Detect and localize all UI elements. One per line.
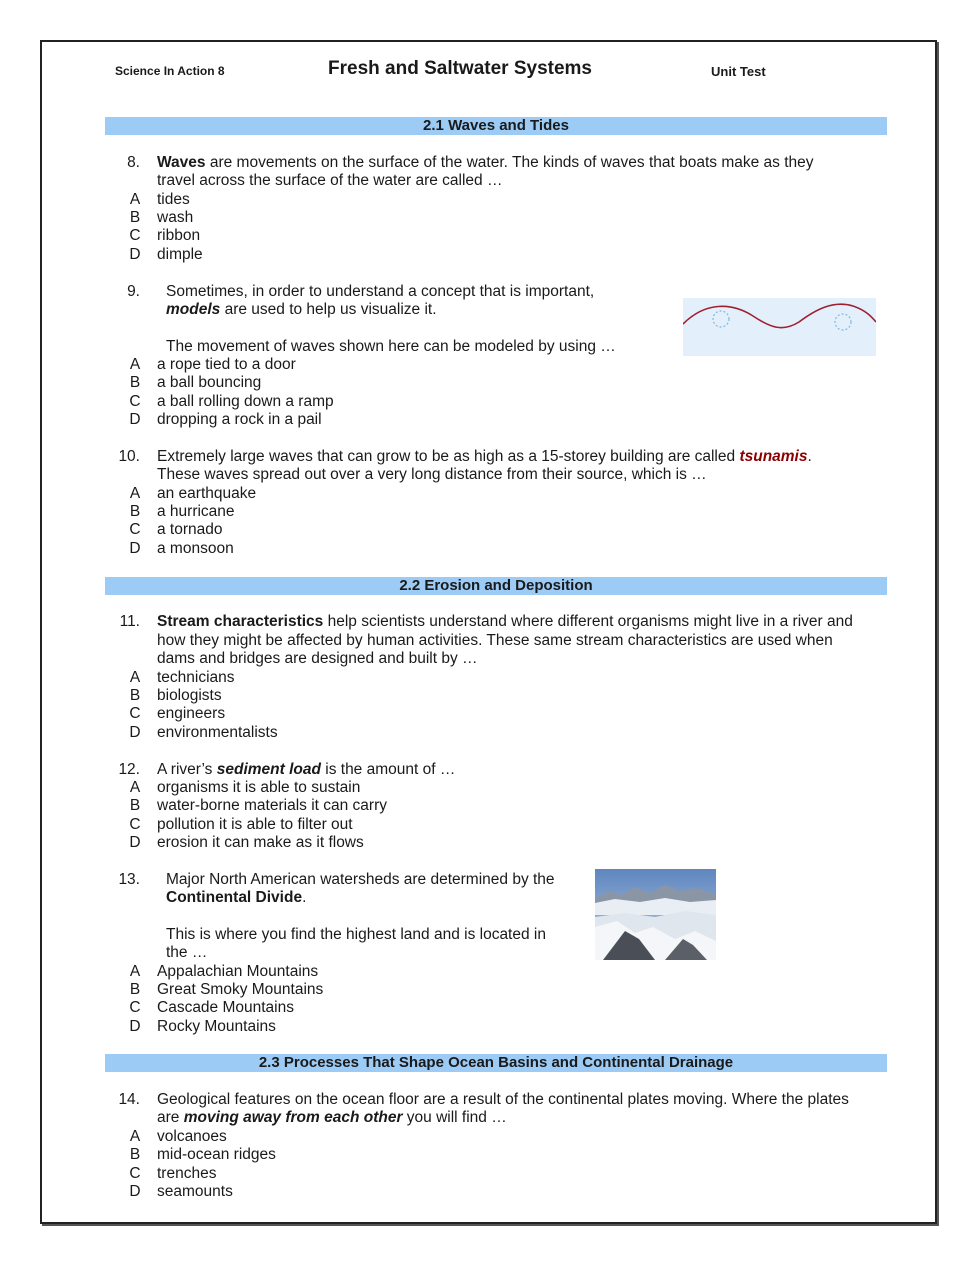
answer-option: Rocky Mountains — [157, 1018, 276, 1035]
question-text: Sometimes, in order to understand a concept that is important, — [166, 283, 595, 300]
option-letter: B — [129, 797, 141, 814]
answer-option: pollution it is able to filter out — [157, 816, 353, 833]
question-text: This is where you find the highest land and is located in — [166, 926, 546, 943]
key-term: tsunamis — [739, 448, 808, 465]
question-number: 12. — [118, 761, 140, 778]
question-number: 11. — [119, 613, 140, 630]
answer-option: a ball rolling down a ramp — [157, 393, 334, 410]
key-term: Stream characteristics — [157, 613, 324, 630]
key-term: Waves — [157, 154, 206, 171]
test-label: Unit Test — [711, 64, 766, 79]
question-text: Stream characteristics help scientists understand where different organisms might live in a river and — [157, 613, 853, 630]
option-letter: D — [129, 1018, 141, 1035]
question-text: Geological features on the ocean floor are a result of the continental plates moving. Where the plates — [157, 1091, 849, 1108]
option-letter: D — [129, 1183, 141, 1200]
answer-option: mid-ocean ridges — [157, 1146, 276, 1163]
answer-option: environmentalists — [157, 724, 278, 741]
answer-option: Great Smoky Mountains — [157, 981, 324, 998]
option-letter: A — [129, 485, 141, 502]
question-text: Major North American watersheds are determined by the — [166, 871, 555, 888]
answer-option: seamounts — [157, 1183, 233, 1200]
option-letter: C — [129, 227, 141, 244]
answer-option: Appalachian Mountains — [157, 963, 319, 980]
option-letter: B — [129, 687, 141, 704]
option-letter: C — [129, 1165, 141, 1182]
answer-option: wash — [157, 209, 194, 226]
question-number: 14. — [118, 1091, 140, 1108]
option-letter: D — [129, 724, 141, 741]
key-term: Continental Divide — [166, 889, 303, 906]
question-text: A river’s sediment load is the amount of … — [157, 761, 456, 778]
option-letter: B — [129, 374, 141, 391]
answer-option: organisms it is able to sustain — [157, 779, 361, 796]
answer-option: volcanoes — [157, 1128, 227, 1145]
question-text: the … — [166, 944, 208, 961]
answer-option: trenches — [157, 1165, 217, 1182]
option-letter: C — [129, 705, 141, 722]
question-text: Continental Divide. — [166, 889, 307, 906]
question-number: 13. — [118, 871, 140, 888]
option-letter: C — [129, 393, 141, 410]
answer-option: dimple — [157, 246, 203, 263]
answer-option: tides — [157, 191, 190, 208]
answer-option: an earthquake — [157, 485, 257, 502]
key-term: models — [166, 301, 221, 318]
option-letter: A — [129, 1128, 141, 1145]
answer-option: a tornado — [157, 521, 223, 538]
question-text: travel across the surface of the water are called … — [157, 172, 503, 189]
question-text: models are used to help us visualize it. — [166, 301, 437, 318]
option-letter: C — [129, 999, 141, 1016]
answer-option: a ball bouncing — [157, 374, 262, 391]
question-text: are moving away from each other you will find … — [157, 1109, 507, 1126]
wave-diagram — [683, 298, 876, 356]
option-letter: B — [129, 209, 141, 226]
question-text: Extremely large waves that can grow to be as high as a 15-storey building are called tsunamis. — [157, 448, 812, 465]
option-letter: D — [129, 411, 141, 428]
answer-option: a hurricane — [157, 503, 235, 520]
question-text: how they might be affected by human activities. These same stream characteristics are used when — [157, 632, 833, 649]
question-text: These waves spread out over a very long distance from their source, which is … — [157, 466, 707, 483]
option-letter: C — [129, 816, 141, 833]
answer-option: dropping a rock in a pail — [157, 411, 322, 428]
option-letter: A — [129, 779, 141, 796]
option-letter: D — [129, 246, 141, 263]
page-title: Fresh and Saltwater Systems — [328, 58, 592, 79]
option-letter: D — [129, 834, 141, 851]
answer-option: engineers — [157, 705, 226, 722]
option-letter: C — [129, 521, 141, 538]
question-number: 8. — [127, 154, 140, 171]
question-number: 9. — [127, 283, 140, 300]
question-text: dams and bridges are designed and built by … — [157, 650, 478, 667]
question-text: The movement of waves shown here can be modeled by using … — [166, 338, 616, 355]
answer-option: biologists — [157, 687, 222, 704]
mountain-photo — [595, 869, 716, 960]
answer-option: water-borne materials it can carry — [157, 797, 387, 814]
option-letter: A — [129, 669, 141, 686]
course-label: Science In Action 8 — [115, 64, 225, 78]
section-heading-ocean-basins: 2.3 Processes That Shape Ocean Basins and Continental Drainage — [105, 1054, 887, 1072]
section-heading-waves-tides: 2.1 Waves and Tides — [105, 117, 887, 135]
answer-option: erosion it can make as it flows — [157, 834, 364, 851]
answer-option: a monsoon — [157, 540, 234, 557]
question-number: 10. — [118, 448, 140, 465]
section-heading-erosion-deposition: 2.2 Erosion and Deposition — [105, 577, 887, 595]
option-letter: B — [129, 503, 141, 520]
answer-option: a rope tied to a door — [157, 356, 296, 373]
key-term: sediment load — [216, 761, 321, 778]
key-term: moving away from each other — [183, 1109, 403, 1126]
question-text: Waves are movements on the surface of the water. The kinds of waves that boats make as they — [157, 154, 814, 171]
option-letter: B — [129, 1146, 141, 1163]
option-letter: D — [129, 540, 141, 557]
option-letter: A — [129, 356, 141, 373]
option-letter: A — [129, 963, 141, 980]
option-letter: B — [129, 981, 141, 998]
option-letter: A — [129, 191, 141, 208]
answer-option: technicians — [157, 669, 235, 686]
answer-option: ribbon — [157, 227, 201, 244]
answer-option: Cascade Mountains — [157, 999, 294, 1016]
